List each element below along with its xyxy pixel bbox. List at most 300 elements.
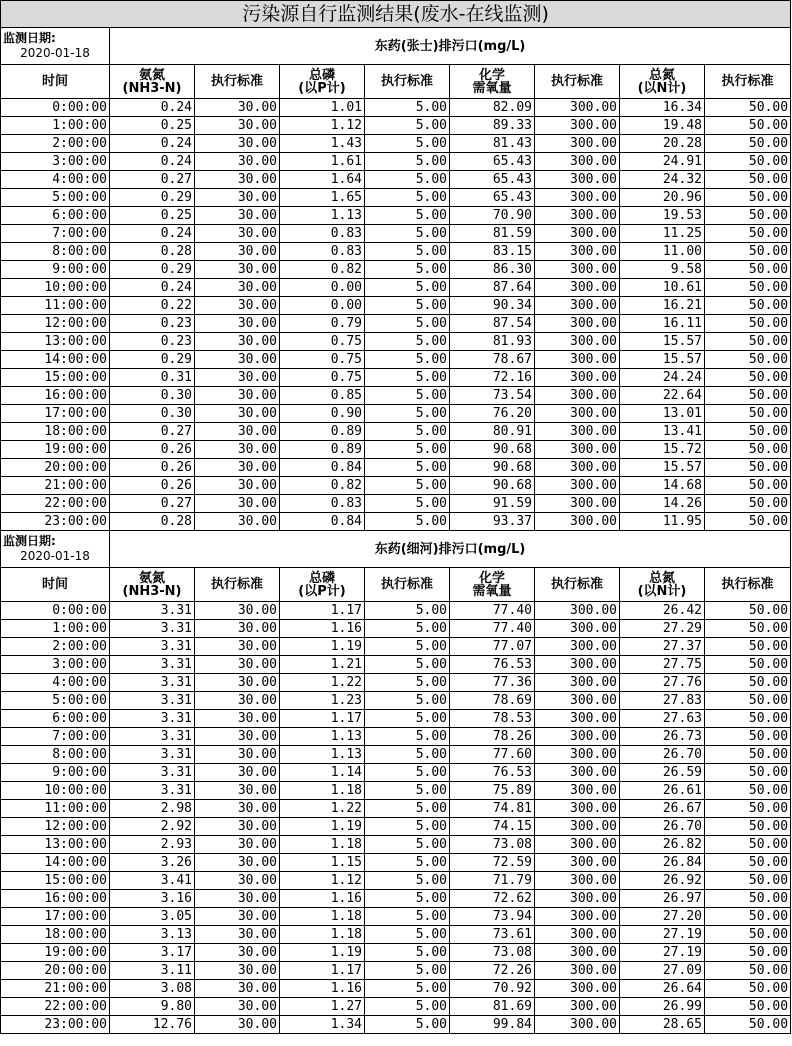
cell-cod-standard: 300.00 [535, 351, 620, 369]
cell-time: 9:00:00 [1, 764, 110, 782]
cell-nitrogen-standard: 50.00 [705, 836, 791, 854]
cell-nitrogen-standard: 50.00 [705, 908, 791, 926]
cell-cod: 81.93 [450, 333, 535, 351]
cell-phosphorus: 1.23 [280, 692, 365, 710]
cell-phosphorus: 1.15 [280, 854, 365, 872]
cell-nitrogen: 27.76 [620, 674, 705, 692]
cell-cod-standard: 300.00 [535, 602, 620, 620]
cell-cod: 76.20 [450, 405, 535, 423]
cell-nitrogen-standard: 50.00 [705, 764, 791, 782]
column-header-cod-standard: 执行标准 [535, 65, 620, 99]
cell-phosphorus: 0.82 [280, 477, 365, 495]
cell-nitrogen-standard: 50.00 [705, 980, 791, 998]
cell-cod: 74.81 [450, 800, 535, 818]
cell-cod: 72.16 [450, 369, 535, 387]
cell-cod-standard: 300.00 [535, 692, 620, 710]
cell-time: 13:00:00 [1, 836, 110, 854]
column-header-ammonia-standard: 执行标准 [195, 65, 280, 99]
cell-phosphorus-standard: 5.00 [365, 836, 450, 854]
table-row [1, 117, 791, 135]
cell-nitrogen: 20.96 [620, 189, 705, 207]
cell-cod-standard: 300.00 [535, 890, 620, 908]
cell-nitrogen: 9.58 [620, 261, 705, 279]
cell-cod: 70.90 [450, 207, 535, 225]
cell-ammonia-standard: 30.00 [195, 746, 280, 764]
cell-ammonia: 0.28 [110, 513, 195, 531]
cell-cod-standard: 300.00 [535, 333, 620, 351]
cell-cod: 90.68 [450, 477, 535, 495]
cell-ammonia-standard: 30.00 [195, 908, 280, 926]
cell-nitrogen-standard: 50.00 [705, 854, 791, 872]
cell-phosphorus-standard: 5.00 [365, 117, 450, 135]
cell-phosphorus: 1.19 [280, 638, 365, 656]
column-header-time: 时间 [1, 65, 110, 99]
table-row [1, 369, 791, 387]
cell-cod: 72.26 [450, 962, 535, 980]
cell-ammonia-standard: 30.00 [195, 207, 280, 225]
cell-time: 18:00:00 [1, 926, 110, 944]
table-row [1, 171, 791, 189]
outlet-name: 东药(张士)排污口(mg/L) [110, 28, 791, 65]
table-row [1, 746, 791, 764]
table-row [1, 728, 791, 746]
cell-nitrogen: 27.63 [620, 710, 705, 728]
cell-nitrogen: 15.57 [620, 459, 705, 477]
cell-cod: 93.37 [450, 513, 535, 531]
cell-phosphorus-standard: 5.00 [365, 890, 450, 908]
cell-cod-standard: 300.00 [535, 656, 620, 674]
cell-phosphorus-standard: 5.00 [365, 297, 450, 315]
cell-cod: 81.43 [450, 135, 535, 153]
cell-cod-standard: 300.00 [535, 171, 620, 189]
cell-cod: 81.69 [450, 998, 535, 1016]
cell-time: 20:00:00 [1, 459, 110, 477]
cell-nitrogen: 26.82 [620, 836, 705, 854]
cell-cod: 77.40 [450, 620, 535, 638]
cell-cod-standard: 300.00 [535, 872, 620, 890]
cell-phosphorus: 0.83 [280, 495, 365, 513]
table-row [1, 405, 791, 423]
cell-ammonia-standard: 30.00 [195, 944, 280, 962]
cell-nitrogen: 26.67 [620, 800, 705, 818]
cell-cod-standard: 300.00 [535, 225, 620, 243]
cell-nitrogen: 15.57 [620, 333, 705, 351]
cell-cod: 71.79 [450, 872, 535, 890]
cell-nitrogen-standard: 50.00 [705, 728, 791, 746]
cell-cod-standard: 300.00 [535, 405, 620, 423]
page-title: 污染源自行监测结果(废水-在线监测) [1, 1, 791, 28]
cell-nitrogen: 15.57 [620, 351, 705, 369]
cell-ammonia-standard: 30.00 [195, 279, 280, 297]
cell-cod-standard: 300.00 [535, 297, 620, 315]
cell-phosphorus: 1.61 [280, 153, 365, 171]
cell-ammonia: 0.28 [110, 243, 195, 261]
cell-nitrogen: 27.37 [620, 638, 705, 656]
cell-ammonia-standard: 30.00 [195, 369, 280, 387]
table-row [1, 980, 791, 998]
cell-ammonia-standard: 30.00 [195, 800, 280, 818]
table-row [1, 710, 791, 728]
cell-ammonia: 0.25 [110, 117, 195, 135]
cell-cod: 78.67 [450, 351, 535, 369]
cell-ammonia-standard: 30.00 [195, 405, 280, 423]
cell-ammonia-standard: 30.00 [195, 351, 280, 369]
cell-nitrogen-standard: 50.00 [705, 153, 791, 171]
cell-ammonia-standard: 30.00 [195, 872, 280, 890]
cell-phosphorus: 1.13 [280, 728, 365, 746]
cell-cod-standard: 300.00 [535, 513, 620, 531]
column-header-nitrogen-standard: 执行标准 [705, 568, 791, 602]
cell-ammonia-standard: 30.00 [195, 782, 280, 800]
cell-ammonia: 3.31 [110, 620, 195, 638]
table-row [1, 261, 791, 279]
cell-nitrogen: 26.64 [620, 980, 705, 998]
monitoring-date [1, 531, 110, 568]
cell-cod: 90.34 [450, 297, 535, 315]
cell-ammonia: 3.31 [110, 692, 195, 710]
section-header-row [1, 28, 791, 65]
cell-ammonia-standard: 30.00 [195, 135, 280, 153]
cell-cod: 65.43 [450, 189, 535, 207]
cell-nitrogen-standard: 50.00 [705, 207, 791, 225]
cell-cod-standard: 300.00 [535, 189, 620, 207]
cell-time: 16:00:00 [1, 387, 110, 405]
cell-phosphorus-standard: 5.00 [365, 692, 450, 710]
cell-nitrogen-standard: 50.00 [705, 944, 791, 962]
cell-ammonia-standard: 30.00 [195, 333, 280, 351]
column-header-cod: 化学 需氧量 [450, 568, 535, 602]
cell-ammonia-standard: 30.00 [195, 854, 280, 872]
cell-time: 3:00:00 [1, 656, 110, 674]
cell-cod: 77.36 [450, 674, 535, 692]
table-row [1, 764, 791, 782]
cell-time: 8:00:00 [1, 746, 110, 764]
cell-ammonia: 0.23 [110, 333, 195, 351]
cell-nitrogen-standard: 50.00 [705, 189, 791, 207]
cell-nitrogen: 11.00 [620, 243, 705, 261]
cell-cod: 73.94 [450, 908, 535, 926]
cell-ammonia: 0.26 [110, 477, 195, 495]
cell-phosphorus-standard: 5.00 [365, 441, 450, 459]
cell-time: 5:00:00 [1, 692, 110, 710]
cell-phosphorus-standard: 5.00 [365, 602, 450, 620]
cell-ammonia: 0.27 [110, 423, 195, 441]
cell-time: 14:00:00 [1, 351, 110, 369]
cell-nitrogen-standard: 50.00 [705, 243, 791, 261]
cell-phosphorus-standard: 5.00 [365, 620, 450, 638]
column-header-phosphorus-standard: 执行标准 [365, 568, 450, 602]
cell-ammonia-standard: 30.00 [195, 153, 280, 171]
cell-phosphorus: 1.64 [280, 171, 365, 189]
section-header-row [1, 531, 791, 568]
table-row [1, 602, 791, 620]
cell-cod-standard: 300.00 [535, 818, 620, 836]
cell-time: 17:00:00 [1, 908, 110, 926]
cell-phosphorus: 1.18 [280, 782, 365, 800]
cell-ammonia: 0.27 [110, 171, 195, 189]
table-row [1, 153, 791, 171]
cell-phosphorus-standard: 5.00 [365, 261, 450, 279]
table-row [1, 387, 791, 405]
cell-cod: 78.53 [450, 710, 535, 728]
cell-cod: 89.33 [450, 117, 535, 135]
table-row [1, 962, 791, 980]
cell-nitrogen: 26.97 [620, 890, 705, 908]
cell-phosphorus: 0.79 [280, 315, 365, 333]
monitoring-date-label: 监测日期: [3, 534, 56, 548]
cell-cod: 91.59 [450, 495, 535, 513]
cell-ammonia-standard: 30.00 [195, 441, 280, 459]
cell-time: 10:00:00 [1, 782, 110, 800]
table-row [1, 926, 791, 944]
cell-cod-standard: 300.00 [535, 926, 620, 944]
cell-phosphorus-standard: 5.00 [365, 1016, 450, 1034]
cell-cod-standard: 300.00 [535, 800, 620, 818]
table-row [1, 315, 791, 333]
table-row [1, 800, 791, 818]
cell-cod-standard: 300.00 [535, 135, 620, 153]
cell-phosphorus-standard: 5.00 [365, 782, 450, 800]
table-row [1, 99, 791, 117]
cell-nitrogen: 14.68 [620, 477, 705, 495]
cell-ammonia: 0.31 [110, 369, 195, 387]
cell-cod-standard: 300.00 [535, 117, 620, 135]
table-row [1, 836, 791, 854]
cell-phosphorus: 1.18 [280, 836, 365, 854]
cell-phosphorus-standard: 5.00 [365, 908, 450, 926]
cell-time: 2:00:00 [1, 135, 110, 153]
cell-ammonia: 3.31 [110, 746, 195, 764]
cell-time: 9:00:00 [1, 261, 110, 279]
cell-cod-standard: 300.00 [535, 836, 620, 854]
cell-ammonia-standard: 30.00 [195, 728, 280, 746]
cell-nitrogen-standard: 50.00 [705, 495, 791, 513]
cell-phosphorus-standard: 5.00 [365, 369, 450, 387]
cell-cod-standard: 300.00 [535, 315, 620, 333]
cell-nitrogen-standard: 50.00 [705, 279, 791, 297]
cell-cod-standard: 300.00 [535, 153, 620, 171]
cell-nitrogen: 13.01 [620, 405, 705, 423]
cell-ammonia: 0.27 [110, 495, 195, 513]
cell-nitrogen: 26.70 [620, 818, 705, 836]
cell-ammonia: 2.98 [110, 800, 195, 818]
cell-phosphorus-standard: 5.00 [365, 225, 450, 243]
cell-ammonia-standard: 30.00 [195, 620, 280, 638]
cell-phosphorus-standard: 5.00 [365, 980, 450, 998]
cell-phosphorus-standard: 5.00 [365, 189, 450, 207]
cell-phosphorus: 1.22 [280, 800, 365, 818]
cell-cod-standard: 300.00 [535, 243, 620, 261]
table-row [1, 495, 791, 513]
cell-ammonia: 0.23 [110, 315, 195, 333]
table-row [1, 189, 791, 207]
cell-nitrogen-standard: 50.00 [705, 872, 791, 890]
cell-cod: 65.43 [450, 171, 535, 189]
table-row [1, 243, 791, 261]
cell-ammonia-standard: 30.00 [195, 818, 280, 836]
cell-cod-standard: 300.00 [535, 908, 620, 926]
table-row [1, 638, 791, 656]
cell-ammonia-standard: 30.00 [195, 387, 280, 405]
cell-time: 21:00:00 [1, 477, 110, 495]
cell-cod: 90.68 [450, 441, 535, 459]
table-row [1, 944, 791, 962]
cell-phosphorus: 0.75 [280, 333, 365, 351]
cell-cod: 72.62 [450, 890, 535, 908]
cell-nitrogen-standard: 50.00 [705, 782, 791, 800]
cell-phosphorus-standard: 5.00 [365, 333, 450, 351]
cell-ammonia-standard: 30.00 [195, 171, 280, 189]
cell-nitrogen: 15.72 [620, 441, 705, 459]
cell-ammonia: 0.24 [110, 153, 195, 171]
cell-time: 5:00:00 [1, 189, 110, 207]
cell-cod: 77.07 [450, 638, 535, 656]
cell-cod: 72.59 [450, 854, 535, 872]
cell-nitrogen-standard: 50.00 [705, 818, 791, 836]
cell-ammonia-standard: 30.00 [195, 495, 280, 513]
cell-phosphorus: 1.27 [280, 998, 365, 1016]
cell-nitrogen: 27.29 [620, 620, 705, 638]
cell-cod: 70.92 [450, 980, 535, 998]
cell-phosphorus: 0.82 [280, 261, 365, 279]
cell-ammonia: 0.30 [110, 387, 195, 405]
cell-cod: 80.91 [450, 423, 535, 441]
cell-phosphorus: 1.16 [280, 890, 365, 908]
cell-phosphorus-standard: 5.00 [365, 728, 450, 746]
cell-nitrogen: 27.19 [620, 926, 705, 944]
cell-ammonia-standard: 30.00 [195, 423, 280, 441]
cell-time: 16:00:00 [1, 890, 110, 908]
cell-time: 7:00:00 [1, 225, 110, 243]
cell-ammonia: 3.31 [110, 638, 195, 656]
cell-ammonia-standard: 30.00 [195, 459, 280, 477]
outlet-name: 东药(细河)排污口(mg/L) [110, 531, 791, 568]
cell-nitrogen: 19.53 [620, 207, 705, 225]
cell-nitrogen: 26.42 [620, 602, 705, 620]
cell-nitrogen: 27.09 [620, 962, 705, 980]
cell-nitrogen-standard: 50.00 [705, 998, 791, 1016]
cell-phosphorus-standard: 5.00 [365, 99, 450, 117]
cell-time: 12:00:00 [1, 818, 110, 836]
cell-time: 12:00:00 [1, 315, 110, 333]
cell-cod: 73.08 [450, 836, 535, 854]
table-row [1, 692, 791, 710]
table-row [1, 351, 791, 369]
cell-nitrogen: 27.75 [620, 656, 705, 674]
cell-ammonia-standard: 30.00 [195, 225, 280, 243]
table-row [1, 782, 791, 800]
table-row [1, 513, 791, 531]
cell-cod: 83.15 [450, 243, 535, 261]
cell-ammonia: 0.24 [110, 99, 195, 117]
cell-time: 22:00:00 [1, 495, 110, 513]
monitoring-date-value: 2020-01-18 [20, 549, 90, 563]
cell-time: 22:00:00 [1, 998, 110, 1016]
cell-ammonia-standard: 30.00 [195, 890, 280, 908]
column-header-phosphorus-standard: 执行标准 [365, 65, 450, 99]
cell-ammonia-standard: 30.00 [195, 1016, 280, 1034]
cell-ammonia: 12.76 [110, 1016, 195, 1034]
cell-nitrogen-standard: 50.00 [705, 441, 791, 459]
cell-phosphorus: 0.84 [280, 513, 365, 531]
cell-phosphorus-standard: 5.00 [365, 459, 450, 477]
cell-ammonia: 3.41 [110, 872, 195, 890]
cell-cod-standard: 300.00 [535, 998, 620, 1016]
cell-ammonia: 9.80 [110, 998, 195, 1016]
cell-nitrogen: 10.61 [620, 279, 705, 297]
cell-ammonia: 0.26 [110, 459, 195, 477]
table-row [1, 854, 791, 872]
cell-nitrogen-standard: 50.00 [705, 297, 791, 315]
cell-cod-standard: 300.00 [535, 99, 620, 117]
cell-cod-standard: 300.00 [535, 441, 620, 459]
cell-cod-standard: 300.00 [535, 495, 620, 513]
cell-nitrogen: 20.28 [620, 135, 705, 153]
cell-phosphorus: 1.16 [280, 620, 365, 638]
cell-phosphorus-standard: 5.00 [365, 656, 450, 674]
cell-nitrogen: 27.19 [620, 944, 705, 962]
cell-time: 11:00:00 [1, 297, 110, 315]
cell-phosphorus: 1.17 [280, 602, 365, 620]
cell-phosphorus: 1.18 [280, 908, 365, 926]
column-header-phosphorus: 总磷 (以P计) [280, 65, 365, 99]
table-row [1, 477, 791, 495]
cell-time: 19:00:00 [1, 441, 110, 459]
cell-nitrogen: 24.91 [620, 153, 705, 171]
cell-ammonia-standard: 30.00 [195, 926, 280, 944]
cell-nitrogen: 16.21 [620, 297, 705, 315]
cell-nitrogen: 19.48 [620, 117, 705, 135]
cell-cod: 81.59 [450, 225, 535, 243]
cell-cod: 77.60 [450, 746, 535, 764]
column-header-row [1, 568, 791, 602]
table-row [1, 656, 791, 674]
cell-nitrogen-standard: 50.00 [705, 315, 791, 333]
cell-ammonia: 3.17 [110, 944, 195, 962]
cell-phosphorus: 1.43 [280, 135, 365, 153]
table-row [1, 297, 791, 315]
cell-nitrogen-standard: 50.00 [705, 926, 791, 944]
cell-cod-standard: 300.00 [535, 261, 620, 279]
cell-cod: 73.54 [450, 387, 535, 405]
column-header-ammonia: 氨氮 (NH3-N) [110, 568, 195, 602]
cell-nitrogen: 16.11 [620, 315, 705, 333]
table-row [1, 135, 791, 153]
cell-nitrogen-standard: 50.00 [705, 351, 791, 369]
cell-nitrogen-standard: 50.00 [705, 674, 791, 692]
cell-cod: 77.40 [450, 602, 535, 620]
cell-ammonia-standard: 30.00 [195, 764, 280, 782]
cell-time: 4:00:00 [1, 674, 110, 692]
cell-nitrogen-standard: 50.00 [705, 117, 791, 135]
cell-phosphorus: 1.16 [280, 980, 365, 998]
cell-phosphorus-standard: 5.00 [365, 854, 450, 872]
cell-time: 23:00:00 [1, 1016, 110, 1034]
cell-cod: 87.54 [450, 315, 535, 333]
cell-phosphorus-standard: 5.00 [365, 944, 450, 962]
cell-cod: 90.68 [450, 459, 535, 477]
cell-ammonia: 0.22 [110, 297, 195, 315]
cell-ammonia: 3.13 [110, 926, 195, 944]
cell-phosphorus: 0.89 [280, 423, 365, 441]
column-header-phosphorus: 总磷 (以P计) [280, 568, 365, 602]
cell-ammonia-standard: 30.00 [195, 638, 280, 656]
cell-cod-standard: 300.00 [535, 854, 620, 872]
cell-ammonia-standard: 30.00 [195, 710, 280, 728]
cell-ammonia-standard: 30.00 [195, 243, 280, 261]
cell-phosphorus-standard: 5.00 [365, 638, 450, 656]
cell-nitrogen-standard: 50.00 [705, 171, 791, 189]
